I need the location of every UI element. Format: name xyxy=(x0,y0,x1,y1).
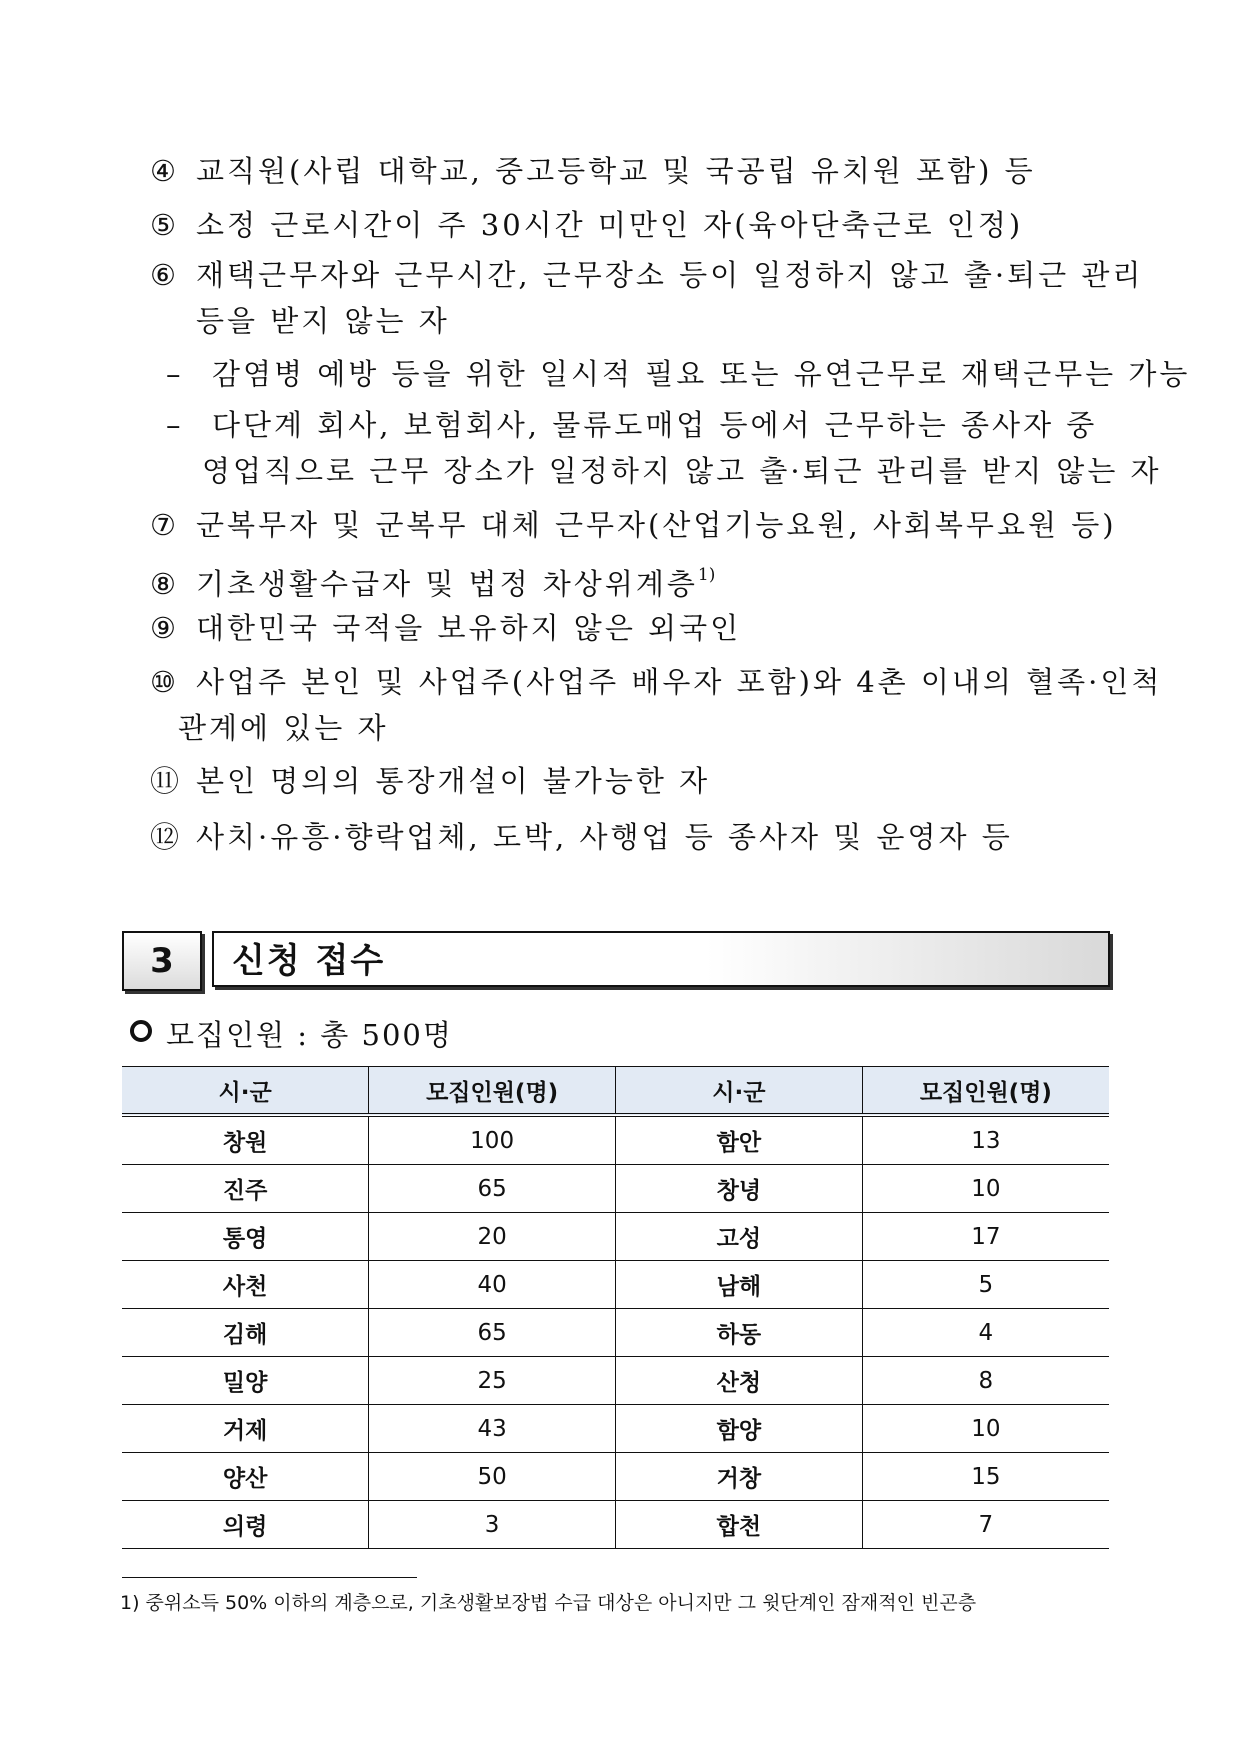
city-cell: 통영 xyxy=(122,1213,369,1261)
item-continuation: 관계에 있는 자 xyxy=(178,711,389,745)
count-cell: 8 xyxy=(862,1357,1109,1405)
sub-item xyxy=(166,407,1146,443)
city-cell: 의령 xyxy=(122,1501,369,1549)
city-cell: 합천 xyxy=(616,1501,863,1549)
item-continuation: 영업직으로 근무 장소가 일정하지 않고 출·퇴근 관리를 받지 않는 자 xyxy=(202,454,1162,488)
table-row xyxy=(122,1213,1109,1261)
item-text: 사업주 본인 및 사업주(사업주 배우자 포함)와 4촌 이내의 혈족·인척 xyxy=(196,665,1163,699)
item-text: 재택근무자와 근무시간, 근무장소 등이 일정하지 않고 출·퇴근 관리 xyxy=(196,258,1144,292)
recruit-table xyxy=(122,1066,1109,1549)
item-number: ⑩ xyxy=(150,665,179,699)
count-cell: 13 xyxy=(862,1115,1109,1165)
city-cell: 거창 xyxy=(616,1453,863,1501)
circle-bullet-icon xyxy=(130,1020,152,1042)
table-row xyxy=(122,1405,1109,1453)
city-cell: 함양 xyxy=(616,1405,863,1453)
item-number: ⑧ xyxy=(150,567,179,601)
dash-marker: – xyxy=(166,357,184,391)
count-cell: 17 xyxy=(862,1213,1109,1261)
column-header: 모집인원(명) xyxy=(862,1067,1109,1116)
table-row xyxy=(122,1261,1109,1309)
list-item xyxy=(150,257,1144,293)
item-text: 교직원(사립 대학교, 중고등학교 및 국공립 유치원 포함) 등 xyxy=(196,154,1036,188)
table-row xyxy=(122,1501,1109,1549)
item-number: ⑪ xyxy=(150,764,183,798)
city-cell: 산청 xyxy=(616,1357,863,1405)
count-cell: 3 xyxy=(369,1501,616,1549)
table-row xyxy=(122,1357,1109,1405)
section-number: 3 xyxy=(122,931,202,991)
column-header: 시·군 xyxy=(616,1067,863,1116)
count-cell: 4 xyxy=(862,1309,1109,1357)
item-number: ⑨ xyxy=(150,611,179,645)
city-cell: 거제 xyxy=(122,1405,369,1453)
city-cell: 밀양 xyxy=(122,1357,369,1405)
item-text: 사치·유흥·향락업체, 도박, 사행업 등 종사자 및 운영자 등 xyxy=(196,820,1013,854)
footnote: 1) 중위소득 50% 이하의 계층으로, 기초생활보장법 수급 대상은 아니지만 그 윗단계인 잠재적인 빈곤층 xyxy=(120,1592,977,1614)
city-cell: 진주 xyxy=(122,1165,369,1213)
list-item xyxy=(150,763,1130,799)
table-row xyxy=(122,1453,1109,1501)
city-cell: 양산 xyxy=(122,1453,369,1501)
city-cell: 창원 xyxy=(122,1115,369,1165)
count-cell: 15 xyxy=(862,1453,1109,1501)
count-cell: 40 xyxy=(369,1261,616,1309)
city-cell: 하동 xyxy=(616,1309,863,1357)
recruit-label: 모집인원 : 총 500명 xyxy=(166,1018,453,1052)
city-cell: 남해 xyxy=(616,1261,863,1309)
city-cell: 창녕 xyxy=(616,1165,863,1213)
table-row xyxy=(122,1165,1109,1213)
count-cell: 5 xyxy=(862,1261,1109,1309)
city-cell: 김해 xyxy=(122,1309,369,1357)
list-item xyxy=(150,557,1130,602)
table-row xyxy=(122,1115,1109,1165)
list-item xyxy=(150,153,1130,189)
count-cell: 65 xyxy=(369,1165,616,1213)
column-header: 시·군 xyxy=(122,1067,369,1116)
item-continuation: 등을 받지 않는 자 xyxy=(196,304,450,338)
table-row xyxy=(122,1309,1109,1357)
table-header-row xyxy=(122,1067,1109,1116)
item-text: 소정 근로시간이 주 30시간 미만인 자(육아단축근로 인정) xyxy=(196,208,1024,242)
item-number: ⑦ xyxy=(150,508,179,542)
city-cell: 고성 xyxy=(616,1213,863,1261)
item-text: 대한민국 국적을 보유하지 않은 외국인 xyxy=(196,611,742,645)
count-cell: 43 xyxy=(369,1405,616,1453)
recruit-summary xyxy=(130,1013,453,1054)
city-cell: 사천 xyxy=(122,1261,369,1309)
count-cell: 10 xyxy=(862,1165,1109,1213)
item-text: 본인 명의의 통장개설이 불가능한 자 xyxy=(196,764,711,798)
city-cell: 함안 xyxy=(616,1115,863,1165)
dash-marker: – xyxy=(166,408,184,442)
count-cell: 100 xyxy=(369,1115,616,1165)
item-text: 다단계 회사, 보험회사, 물류도매업 등에서 근무하는 종사자 중 xyxy=(212,408,1098,442)
footnote-divider xyxy=(122,1577,417,1578)
item-text: 기초생활수급자 및 법정 차상위계층 xyxy=(196,567,698,601)
item-number: ⑥ xyxy=(150,258,179,292)
count-cell: 10 xyxy=(862,1405,1109,1453)
list-item xyxy=(150,664,1163,700)
list-item xyxy=(150,819,1130,855)
item-text: 감염병 예방 등을 위한 일시적 필요 또는 유연근무로 재택근무는 가능 xyxy=(212,357,1191,391)
count-cell: 65 xyxy=(369,1309,616,1357)
section-title: 신청 접수 xyxy=(212,931,1110,987)
item-number: ⑫ xyxy=(150,820,183,854)
count-cell: 20 xyxy=(369,1213,616,1261)
count-cell: 25 xyxy=(369,1357,616,1405)
item-text: 군복무자 및 군복무 대체 근무자(산업기능요원, 사회복무요원 등) xyxy=(196,508,1117,542)
list-item xyxy=(150,507,1130,543)
item-number: ⑤ xyxy=(150,208,179,242)
sub-item xyxy=(166,356,1191,392)
footnote-ref: 1) xyxy=(697,565,716,585)
list-item xyxy=(150,610,1130,646)
count-cell: 50 xyxy=(369,1453,616,1501)
list-item xyxy=(150,207,1130,243)
count-cell: 7 xyxy=(862,1501,1109,1549)
column-header: 모집인원(명) xyxy=(369,1067,616,1116)
item-number: ④ xyxy=(150,154,179,188)
